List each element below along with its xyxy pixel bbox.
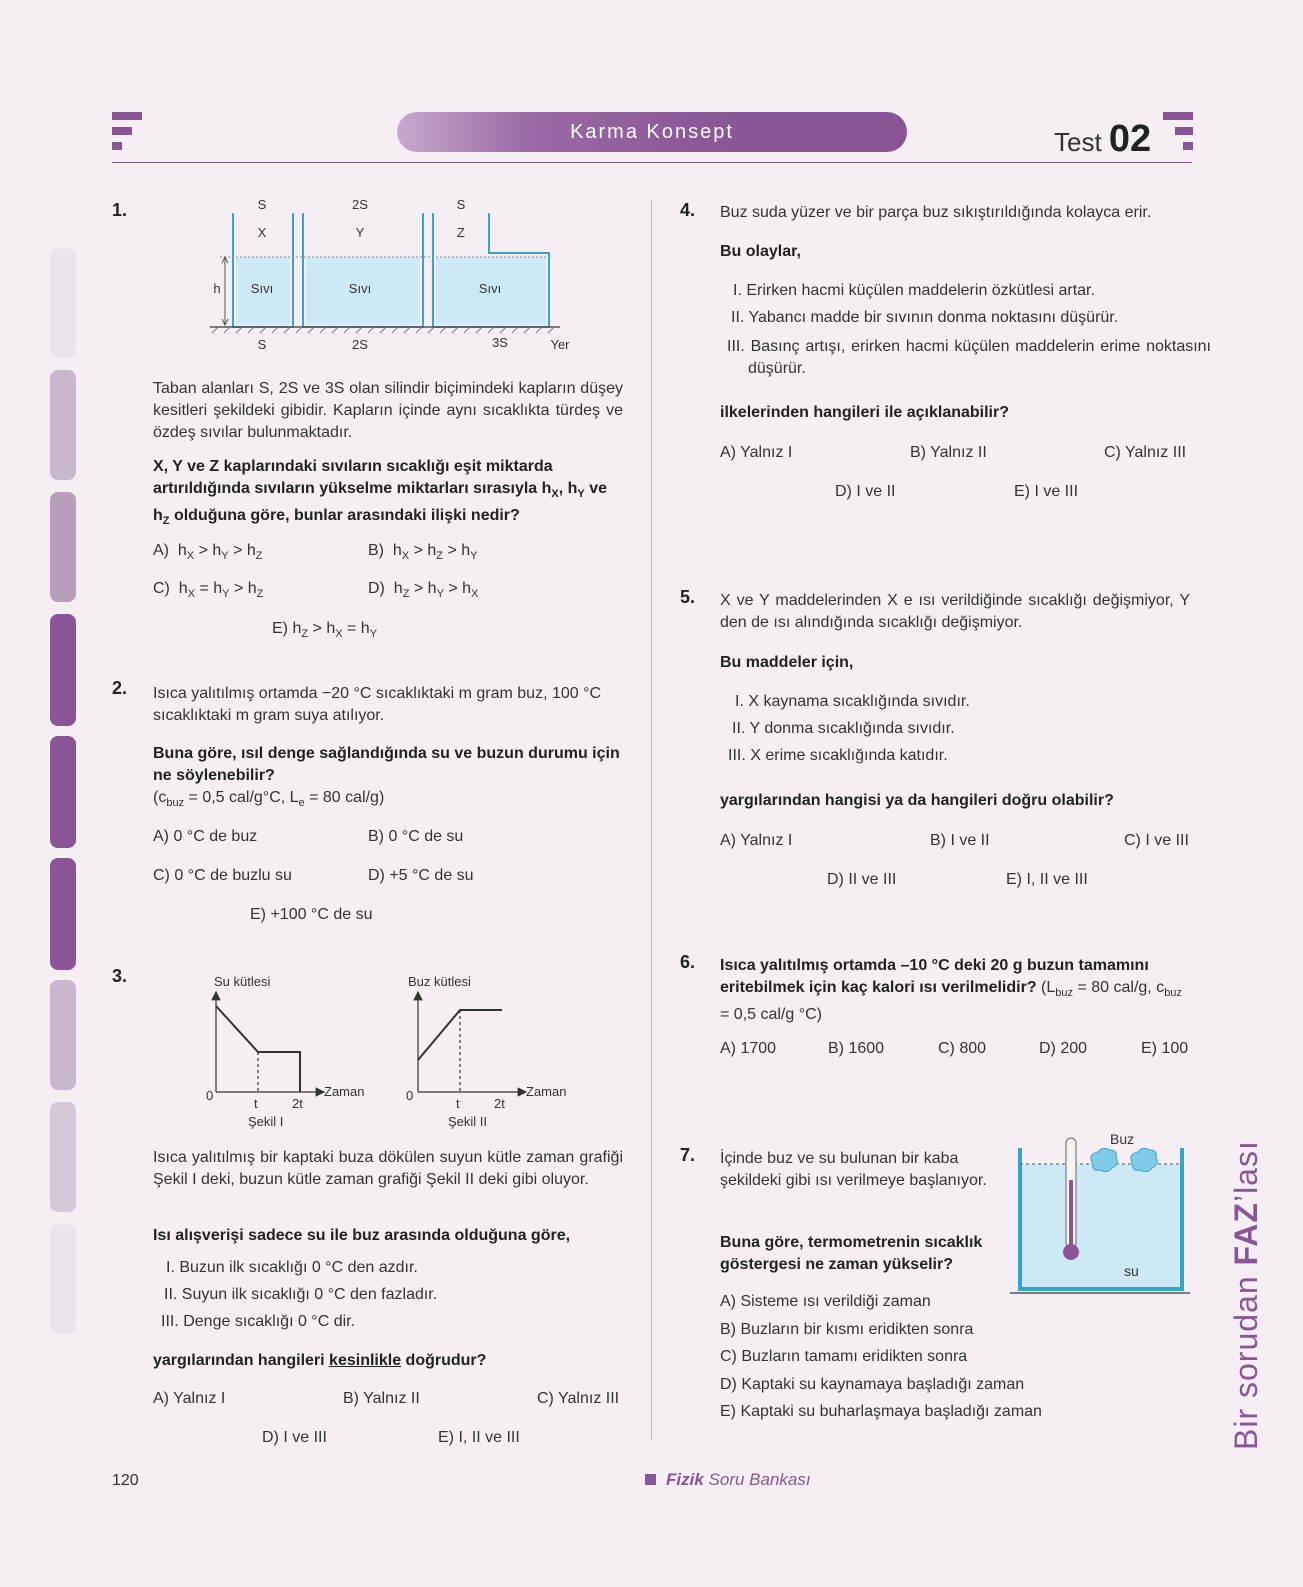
option-b[interactable]: B) 0 °C de su — [368, 828, 464, 845]
option-a[interactable]: A) 0 °C de buz — [153, 828, 258, 845]
statement-i: I. X kaynama sıcaklığında sıvıdır. — [735, 693, 970, 710]
question-prompt: yargılarından hangileri kesinlikle doğrudur? — [153, 1352, 487, 1369]
option-d[interactable]: D) 200 — [1039, 1040, 1088, 1057]
option-d[interactable]: D) I ve III — [262, 1429, 327, 1446]
liquid-label: Sıvı — [250, 281, 274, 296]
side-tab — [50, 858, 76, 970]
option-c[interactable]: C) Yalnız III — [537, 1390, 620, 1407]
base-area-label: 3S — [492, 335, 508, 350]
statement-iii: III. Basınç artışı, erirken hacmi küçülen maddelerin erime noktasını düşürür. — [727, 338, 1211, 377]
square-icon — [645, 1474, 656, 1485]
question-prompt: Buna göre, ısıl denge sağlandığında su ve buzun durumu için ne söylenebilir? — [153, 745, 620, 784]
side-tab — [50, 614, 76, 726]
question-number: 1. — [112, 200, 128, 220]
question-number: 2. — [112, 678, 128, 698]
option-d[interactable]: D) I ve II — [835, 483, 896, 500]
liquid-label: Sıvı — [348, 281, 372, 296]
option-b[interactable]: B) $h_X > h_Z > h_Y$ — [368, 542, 478, 563]
question-number: 7. — [680, 1145, 696, 1165]
vessel-x-label: X — [257, 225, 267, 240]
side-tab — [50, 1102, 76, 1212]
water-label: su — [1124, 1263, 1139, 1279]
question-prompt: Bu olaylar, — [720, 243, 801, 260]
brand-logo-left — [112, 112, 142, 152]
vessels-figure — [200, 195, 580, 355]
question-text: Buz suda yüzer ve bir parça buz sıkıştırıldığında kolayca erir. — [720, 204, 1152, 221]
question-prompt: X, Y ve Z kaplarındaki sıvıların sıcaklığı eşit miktarda artırıldığında sıvıların yükselme miktarları sırasıyla $h_X$, $h_Y$ ve $h_Z$ olduğuna göre, bunlar arasındaki ilişki nedir? — [153, 458, 608, 528]
statement-ii: II. Y donma sıcaklığında sıvıdır. — [732, 720, 955, 737]
question-text: Isıca yalıtılmış bir kaptaki buza dökülen suyun kütle zaman grafiği Şekil I deki, buzun kütle zaman grafiği Şekil II deki gibi oluyor. — [153, 1149, 623, 1188]
option-a[interactable]: A) Yalnız I — [720, 444, 793, 461]
option-d[interactable]: D) Kaptaki su kaynamaya başladığı zaman — [720, 1376, 1025, 1393]
option-a[interactable]: A) 1700 — [720, 1040, 777, 1057]
question-prompt: Bu maddeler için, — [720, 654, 854, 671]
brand-logo-right — [1163, 112, 1193, 152]
option-e[interactable]: E) +100 °C de su — [250, 906, 373, 923]
question-prompt: Isı alışverişi sadece su ile buz arasında olduğuna göre, — [153, 1227, 571, 1244]
statement-ii: II. Yabancı madde bir sıvının donma noktasını düşürür. — [731, 309, 1119, 326]
side-tab — [50, 1224, 76, 1334]
figure-caption: Şekil II — [448, 1114, 488, 1129]
option-c[interactable]: C) I ve III — [1124, 832, 1189, 849]
statement-iii: III. X erime sıcaklığında katıdır. — [728, 747, 948, 764]
base-area-label: S — [257, 337, 267, 352]
option-c[interactable]: C) Buzların tamamı eridikten sonra — [720, 1348, 968, 1365]
option-c[interactable]: C) Yalnız III — [1104, 444, 1187, 461]
y-axis-label: Buz kütlesi — [408, 974, 471, 989]
side-tab — [50, 370, 76, 480]
vessel-x-area: S — [257, 197, 267, 212]
side-tab — [50, 736, 76, 848]
origin-label: 0 — [206, 1088, 214, 1103]
statement-iii: III. Denge sıcaklığı 0 °C dir. — [161, 1313, 356, 1330]
option-a[interactable]: A) $h_X > h_Y > h_Z$ — [153, 542, 263, 563]
option-e[interactable]: E) $h_Z > h_X = h_Y$ — [272, 620, 378, 641]
option-e[interactable]: E) I, II ve III — [438, 1429, 520, 1446]
vessel-y-area: 2S — [352, 197, 368, 212]
test-number: 02 — [1108, 118, 1152, 160]
option-a[interactable]: A) Yalnız I — [720, 832, 793, 849]
vessel-y-label: Y — [355, 225, 365, 240]
question-text: X ve Y maddelerinden X e ısı verildiğinde sıcaklığı değişmiyor, Y den de ısı alındığında sıcaklığı değişmiyor. — [720, 592, 1190, 631]
side-tab — [50, 492, 76, 602]
option-c[interactable]: C) 0 °C de buzlu su — [153, 867, 292, 884]
question-number: 6. — [680, 952, 696, 972]
figure-caption: Şekil I — [248, 1114, 284, 1129]
x-axis-label: Zaman — [324, 1084, 365, 1099]
option-d[interactable]: D) $h_Z > h_Y > h_X$ — [368, 580, 479, 601]
option-b[interactable]: B) 1600 — [828, 1040, 885, 1057]
question-text: İçinde buz ve su bulunan bir kaba şekildeki gibi ısı verilmeye başlanıyor. — [720, 1150, 987, 1189]
option-e[interactable]: E) I ve III — [1014, 483, 1079, 500]
vessel-z-label: Z — [457, 225, 465, 240]
option-e[interactable]: E) Kaptaki su buharlaşmaya başladığı zaman — [720, 1403, 1042, 1420]
side-tab — [50, 980, 76, 1090]
tick-label: 2t — [292, 1096, 303, 1111]
test-label: Test 02 — [1054, 118, 1152, 160]
option-b[interactable]: B) Buzların bir kısmı eridikten sonra — [720, 1321, 974, 1338]
x-axis-label: Zaman — [526, 1084, 567, 1099]
statement-ii: II. Suyun ilk sıcaklığı 0 °C den fazladır. — [164, 1286, 438, 1303]
option-b[interactable]: B) Yalnız II — [343, 1390, 420, 1407]
option-b[interactable]: B) Yalnız II — [910, 444, 987, 461]
y-axis-label: Su kütlesi — [214, 974, 271, 989]
statement-i: I. Buzun ilk sıcaklığı 0 °C den azdır. — [166, 1259, 418, 1276]
question-number: 5. — [680, 587, 696, 607]
question-prompt: yargılarından hangisi ya da hangileri doğru olabilir? — [720, 792, 1114, 809]
option-d[interactable]: D) +5 °C de su — [368, 867, 474, 884]
ice-water-container-figure — [1010, 1131, 1190, 1305]
question-number: 4. — [680, 200, 696, 220]
question-text: Isıca yalıtılmış ortamda −20 °C sıcaklıktaki m gram buz, 100 °C sıcaklıktaki m gram suya atılıyor. — [153, 685, 602, 724]
question-text: Taban alanları S, 2S ve 3S olan silindir biçimindeki kapların düşey kesitleri şekildeki gibidir. Kapların içinde aynı sıcaklıkta türdeş ve özdeş sıvılar bulunmaktadır. — [153, 380, 623, 441]
option-c[interactable]: C) $h_X = h_Y > h_Z$ — [153, 580, 264, 601]
option-e[interactable]: E) 100 — [1141, 1040, 1189, 1057]
question-number: 3. — [112, 966, 128, 986]
column-divider — [651, 200, 652, 1440]
vessel-z-area: S — [456, 197, 466, 212]
side-tab — [50, 248, 76, 358]
given-constants: ($c_{buz} = 0,5$ cal/g°C, $L_e = 80$ cal/g) — [153, 789, 385, 810]
tick-label: t — [456, 1096, 460, 1111]
tick-label: t — [254, 1096, 258, 1111]
header-rule — [112, 162, 1192, 163]
height-label: h — [213, 281, 221, 296]
option-a[interactable]: A) Yalnız I — [153, 1390, 226, 1407]
ice-label: Buz — [1110, 1131, 1135, 1147]
option-c[interactable]: C) 800 — [938, 1040, 987, 1057]
mass-time-graphs — [200, 970, 580, 1130]
question-prompt: Buna göre, termometrenin sıcaklık göstergesi ne zaman yükselir? — [720, 1234, 983, 1273]
liquid-label: Sıvı — [478, 281, 502, 296]
page-number: 120 — [112, 1472, 139, 1489]
book-title: Fizik Soru Bankası — [645, 1470, 811, 1490]
question-text: Isıca yalıtılmış ortamda –10 °C deki 20 g buzun tamamını eritebilmek için kaç kalori ısı verilmelidir? ($L_{buz} = 80$ cal/g, $c_{buz} = 0,5$ cal/g °C) — [720, 957, 1182, 1024]
tick-label: 2t — [494, 1096, 505, 1111]
sidebar-slogan: Bir sorudan FAZ’lası — [1228, 1140, 1264, 1450]
option-a[interactable]: A) Sisteme ısı verildiği zaman — [720, 1293, 931, 1310]
section-banner: Karma Konsept — [397, 112, 907, 152]
ground-label: Yer — [550, 337, 570, 352]
option-e[interactable]: E) I, II ve III — [1006, 871, 1088, 888]
base-area-label: 2S — [352, 337, 368, 352]
option-d[interactable]: D) II ve III — [827, 871, 897, 888]
option-b[interactable]: B) I ve II — [930, 832, 990, 849]
question-prompt: ilkelerinden hangileri ile açıklanabilir? — [720, 404, 1009, 421]
origin-label: 0 — [406, 1088, 414, 1103]
statement-i: I. Erirken hacmi küçülen maddelerin özkütlesi artar. — [733, 282, 1095, 299]
